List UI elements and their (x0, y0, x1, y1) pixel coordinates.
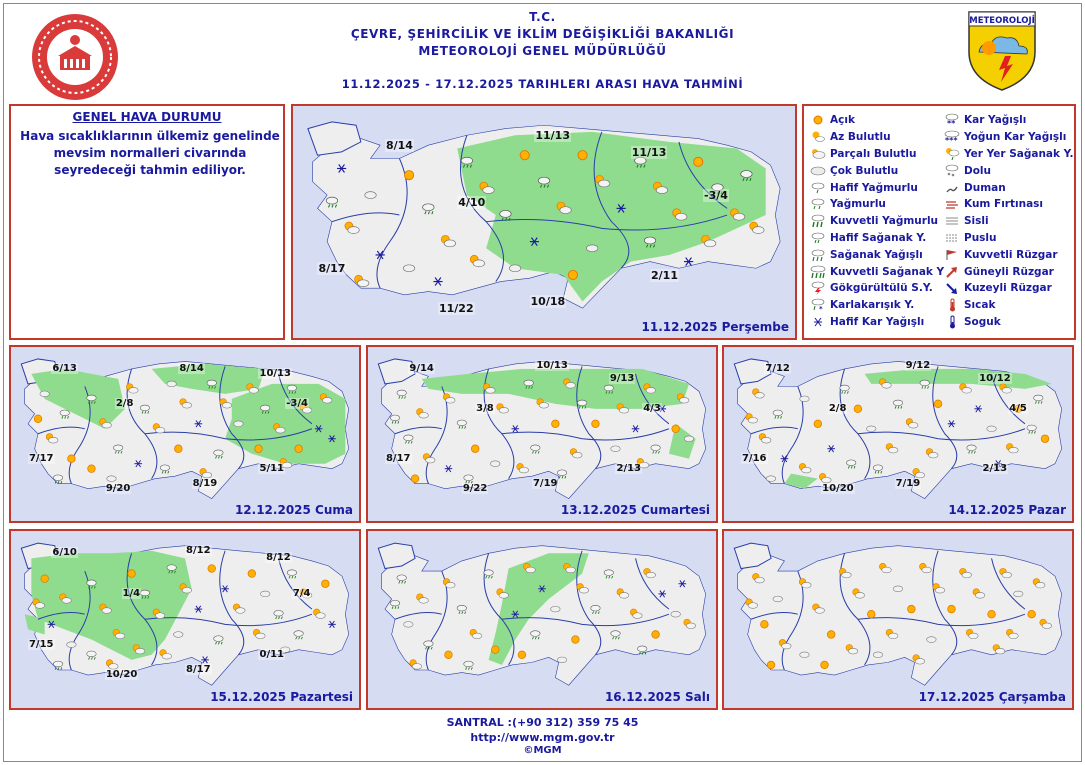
legend-item (944, 162, 1074, 179)
cloudy-icon (611, 446, 621, 452)
turkey-landmass (738, 546, 1062, 686)
cloudy-icon (927, 637, 937, 643)
legend-item (810, 246, 944, 263)
forecast-map-day-6 (366, 529, 718, 710)
legend-label: Kum Fırtınası (964, 198, 1044, 211)
sleet-icon (810, 298, 826, 312)
footer-copyright: ©MGM (523, 745, 562, 756)
sun-icon (694, 157, 703, 166)
map-day-label: 14.12.2025 Pazar (948, 503, 1066, 517)
header-line-1: T.C. (529, 10, 556, 24)
temperature-label: 3/8 (476, 402, 494, 414)
temperature-label: 9/22 (462, 482, 488, 494)
light-snow-icon (810, 315, 826, 329)
legend-item (810, 230, 944, 247)
haze-icon (944, 231, 960, 245)
legend-item (944, 246, 1074, 263)
cloudy-icon (893, 586, 903, 592)
temperature-label: 11/13 (535, 129, 570, 143)
temperature-label: 8/12 (186, 544, 211, 556)
temperature-label: 7/15 (28, 638, 54, 650)
temperature-label: 2/11 (651, 268, 678, 282)
cloudy-icon (174, 632, 184, 638)
shower-icon (810, 248, 826, 262)
cloudy-icon (684, 436, 694, 442)
temperature-label: 10/20 (822, 482, 854, 494)
sun-icon (988, 610, 996, 618)
temperature-label: 4/3 (643, 402, 661, 414)
header-directorate: METEOROLOJİ GENEL MÜDÜRLÜĞÜ (418, 44, 667, 58)
sun-icon (854, 405, 862, 413)
temperature-label: 10/13 (259, 367, 291, 379)
legend-label: Gökgürültülü S.Y. (830, 282, 933, 295)
temperature-label: 7/19 (895, 477, 921, 489)
legend-label: Kuvvetli Yağmurlu (830, 215, 939, 228)
legend-label: Dolu (964, 164, 992, 177)
sun-icon (867, 610, 875, 618)
general-weather-box (9, 104, 285, 340)
temperature-label: 7/17 (28, 452, 54, 464)
cloudy-icon (766, 476, 776, 482)
cloudy-icon (490, 461, 500, 467)
legend-label: Karlakarışık Y. (830, 299, 915, 312)
cloudy-icon (234, 421, 244, 427)
cloudy-icon (773, 596, 783, 602)
legend-label: Sıcak (964, 299, 996, 312)
sun-icon (827, 631, 835, 639)
sun-icon (208, 565, 216, 573)
cloudy-icon (403, 265, 415, 272)
sun-icon (652, 631, 660, 639)
temperature-label: 11/13 (631, 145, 667, 159)
legend-label: Kuzeyli Rüzgar (964, 282, 1052, 295)
sun-icon (41, 575, 49, 583)
cloudy-icon (167, 381, 177, 387)
legend-item (944, 129, 1074, 146)
legend-item (810, 297, 944, 314)
forecast-map-day-4 (722, 345, 1074, 523)
sun-icon (552, 420, 560, 428)
heavy-shower-icon (810, 265, 826, 279)
footer-url[interactable]: http://www.mgm.gov.tr (470, 731, 615, 744)
sun-icon (578, 151, 587, 160)
mgm-logo-icon (965, 8, 1039, 92)
map-day-label: 15.12.2025 Pazartesi (210, 690, 353, 704)
legend-item (810, 129, 944, 146)
logo-text: METEOROLOJİ (969, 16, 1035, 26)
svg-text:*: * (819, 305, 823, 313)
north-wind-icon (944, 281, 960, 295)
sun-icon (404, 171, 413, 180)
temperature-label: 8/17 (318, 262, 346, 276)
strong-wind-icon (944, 248, 960, 262)
legend-label: Yağmurlu (830, 198, 886, 211)
turkey-map-graphic (368, 531, 716, 708)
temperature-label: -3/4 (286, 397, 308, 409)
temperature-label: 6/10 (52, 547, 77, 559)
legend-label: Sağanak Yağışlı (830, 248, 923, 261)
legend-item (810, 179, 944, 196)
sun-icon (908, 605, 916, 613)
map-day-label: 17.12.2025 Çarşamba (918, 690, 1066, 704)
legend-item (944, 213, 1074, 230)
cloudy-icon (40, 391, 50, 397)
temperature-label: 7/4 (292, 587, 311, 599)
cloudy-icon (586, 245, 598, 252)
sun-icon (1041, 435, 1049, 443)
legend-label: Çok Bulutlu (830, 164, 899, 177)
cloudy-icon (509, 265, 521, 272)
legend-item (944, 146, 1074, 163)
sun-icon (322, 580, 330, 588)
cloudy-icon (671, 611, 681, 617)
sun-icon (471, 445, 479, 453)
legend-label: Hafif Sağanak Y. (830, 231, 927, 244)
sun-icon (767, 661, 775, 669)
sun-icon (672, 425, 680, 433)
temperature-label: 2/8 (115, 397, 134, 409)
legend-label: Kuvvetli Sağanak Y (830, 265, 945, 278)
sun-icon (934, 400, 942, 408)
legend-item (944, 196, 1074, 213)
cold-icon (944, 315, 960, 329)
cloudy-icon (260, 591, 270, 597)
sandstorm-icon (944, 197, 960, 211)
light-rain-icon (810, 181, 826, 195)
cloudy-icon (1014, 591, 1024, 597)
legend-label: Kuvvetli Rüzgar (964, 248, 1058, 261)
legend-item (944, 314, 1074, 331)
temperature-label: 10/13 (536, 360, 568, 372)
map-day-label: 16.12.2025 Salı (604, 690, 710, 704)
sun-icon (518, 651, 526, 659)
legend-item (810, 112, 944, 129)
legend-label: Hafif Kar Yağışlı (830, 315, 925, 328)
cloudy-icon (404, 621, 414, 627)
temperature-label: 10/20 (105, 669, 138, 681)
sun-icon (248, 570, 256, 578)
partly-cloudy-icon (810, 147, 826, 161)
temperature-label: 9/14 (409, 362, 434, 374)
temperature-label: 7/12 (765, 362, 790, 374)
cloudy-icon (867, 426, 877, 432)
cloudy-icon (365, 192, 377, 199)
sun-icon (255, 445, 263, 453)
few-clouds-icon (810, 130, 826, 144)
hot-icon (944, 298, 960, 312)
temperature-label: 11/22 (438, 302, 474, 316)
temperature-label: 0/11 (259, 648, 285, 660)
sun-icon (411, 475, 419, 483)
legend-label: Parçalı Bulutlu (830, 147, 917, 160)
temperature-label: 2/8 (828, 402, 847, 414)
legend-label: Sisli (964, 215, 989, 228)
sun-icon (491, 646, 499, 654)
legend-item (810, 146, 944, 163)
temperature-label: 7/16 (741, 452, 767, 464)
snow-icon (944, 113, 960, 127)
cloudy-icon (810, 164, 826, 178)
cloudy-icon (107, 476, 117, 482)
general-weather-text: Hava sıcaklıklarının ülkemiz genelinde mevsim normalleri civarında seyredeceği tahmin ediliyor. (20, 129, 280, 177)
sun-icon (128, 570, 136, 578)
turkey-map-graphic (724, 531, 1072, 708)
legend-item (944, 112, 1074, 129)
forecast-map-day-2 (9, 345, 361, 523)
temperature-label: 6/13 (52, 362, 77, 374)
temperature-label: 10/18 (530, 295, 566, 309)
forecast-map-day-1 (291, 104, 797, 340)
forecast-map-day-3 (366, 345, 718, 523)
cloudy-icon (873, 652, 883, 658)
temperature-label: 8/17 (385, 452, 411, 464)
temperature-label: 8/19 (192, 477, 218, 489)
cloudy-icon (67, 642, 77, 648)
legend-label: Duman (964, 181, 1006, 194)
sun-icon (592, 420, 600, 428)
legend-item (944, 297, 1074, 314)
sun-icon (295, 445, 303, 453)
scattered-shower-icon (944, 147, 960, 161)
sun-icon (821, 661, 829, 669)
legend-box (802, 104, 1076, 340)
cloudy-icon (800, 652, 810, 658)
sun-icon (568, 270, 577, 279)
sun-icon (814, 420, 822, 428)
legend-item (810, 280, 944, 297)
legend-item (944, 179, 1074, 196)
legend-label: Puslu (964, 231, 997, 244)
legend-label: Güneyli Rüzgar (964, 265, 1054, 278)
south-wind-icon (944, 265, 960, 279)
fog-icon (944, 214, 960, 228)
temperature-label: 7/19 (532, 477, 558, 489)
cloudy-icon (551, 606, 561, 612)
temperature-label: 8/14 (179, 362, 204, 374)
temperature-label: 2/13 (616, 462, 642, 474)
heavy-snow-icon (944, 130, 960, 144)
cloudy-icon (800, 396, 810, 402)
legend-label: Yoğun Kar Yağışlı (964, 131, 1067, 144)
temperature-label: 8/14 (385, 139, 413, 153)
smoke-icon (944, 181, 960, 195)
legend-item (810, 263, 944, 280)
sun-icon (810, 113, 826, 127)
legend-item (810, 196, 944, 213)
legend-item (944, 263, 1074, 280)
legend-column-2 (944, 112, 1074, 330)
temperature-label: 4/5 (1009, 402, 1027, 414)
temperature-label: -3/4 (704, 189, 728, 203)
legend-label: Yer Yer Sağanak Y. (964, 147, 1074, 160)
temperature-label: 9/12 (905, 360, 931, 372)
legend-item (810, 314, 944, 331)
hail-icon (944, 164, 960, 178)
footer-phone: SANTRAL :(+90 312) 359 75 45 (446, 716, 639, 729)
legend-label: Az Bulutlu (830, 131, 891, 144)
thunder-icon (810, 281, 826, 295)
temperature-label: 8/17 (186, 664, 211, 675)
temperature-label: 2/13 (982, 462, 1008, 474)
temperature-label: 10/12 (979, 372, 1011, 384)
header-ministry: ÇEVRE, ŞEHİRCİLİK VE İKLİM DEĞİŞİKLİĞİ BAKANLIĞI (350, 27, 735, 41)
header-date-range: 11.12.2025 - 17.12.2025 TARIHLERI ARASI HAVA TAHMİNİ (341, 77, 744, 91)
temperature-label: 1/4 (122, 587, 141, 599)
cloudy-icon (987, 426, 997, 432)
legend-column-1 (810, 112, 944, 330)
general-weather-title: GENEL HAVA DURUMU (72, 110, 222, 124)
sun-icon (520, 151, 529, 160)
legend-label: Açık (830, 114, 855, 127)
map-day-label: 13.12.2025 Cumartesi (560, 503, 710, 517)
legend-item (810, 213, 944, 230)
legend-label: Hafif Yağmurlu (830, 181, 918, 194)
svg-text:**: ** (947, 119, 956, 128)
forecast-map-day-5 (9, 529, 361, 710)
legend-item (810, 162, 944, 179)
legend-label: Kar Yağışlı (964, 114, 1027, 127)
legend-item (944, 280, 1074, 297)
sun-icon (68, 455, 76, 463)
light-shower-icon (810, 231, 826, 245)
map-day-label: 11.12.2025 Perşembe (641, 320, 789, 334)
heavy-rain-icon (810, 214, 826, 228)
sun-icon (761, 621, 769, 629)
cloudy-icon (557, 657, 567, 663)
rain-icon (810, 197, 826, 211)
map-day-label: 12.12.2025 Cuma (234, 503, 353, 517)
svg-text:***: *** (945, 136, 958, 145)
sun-icon (175, 445, 183, 453)
forecast-map-day-7 (722, 529, 1074, 710)
temperature-label: 9/20 (105, 482, 131, 494)
temperature-label: 8/12 (266, 552, 291, 564)
legend-item (944, 230, 1074, 247)
sun-icon (1028, 610, 1036, 618)
sun-icon (572, 636, 580, 644)
temperature-label: 9/13 (609, 372, 635, 384)
sun-icon (34, 415, 42, 423)
sun-icon (445, 651, 453, 659)
temperature-label: 4/10 (458, 195, 486, 209)
legend-label: Soguk (964, 315, 1001, 328)
sun-icon (88, 465, 96, 473)
temperature-label: 5/11 (259, 462, 285, 474)
sun-icon (948, 605, 956, 613)
